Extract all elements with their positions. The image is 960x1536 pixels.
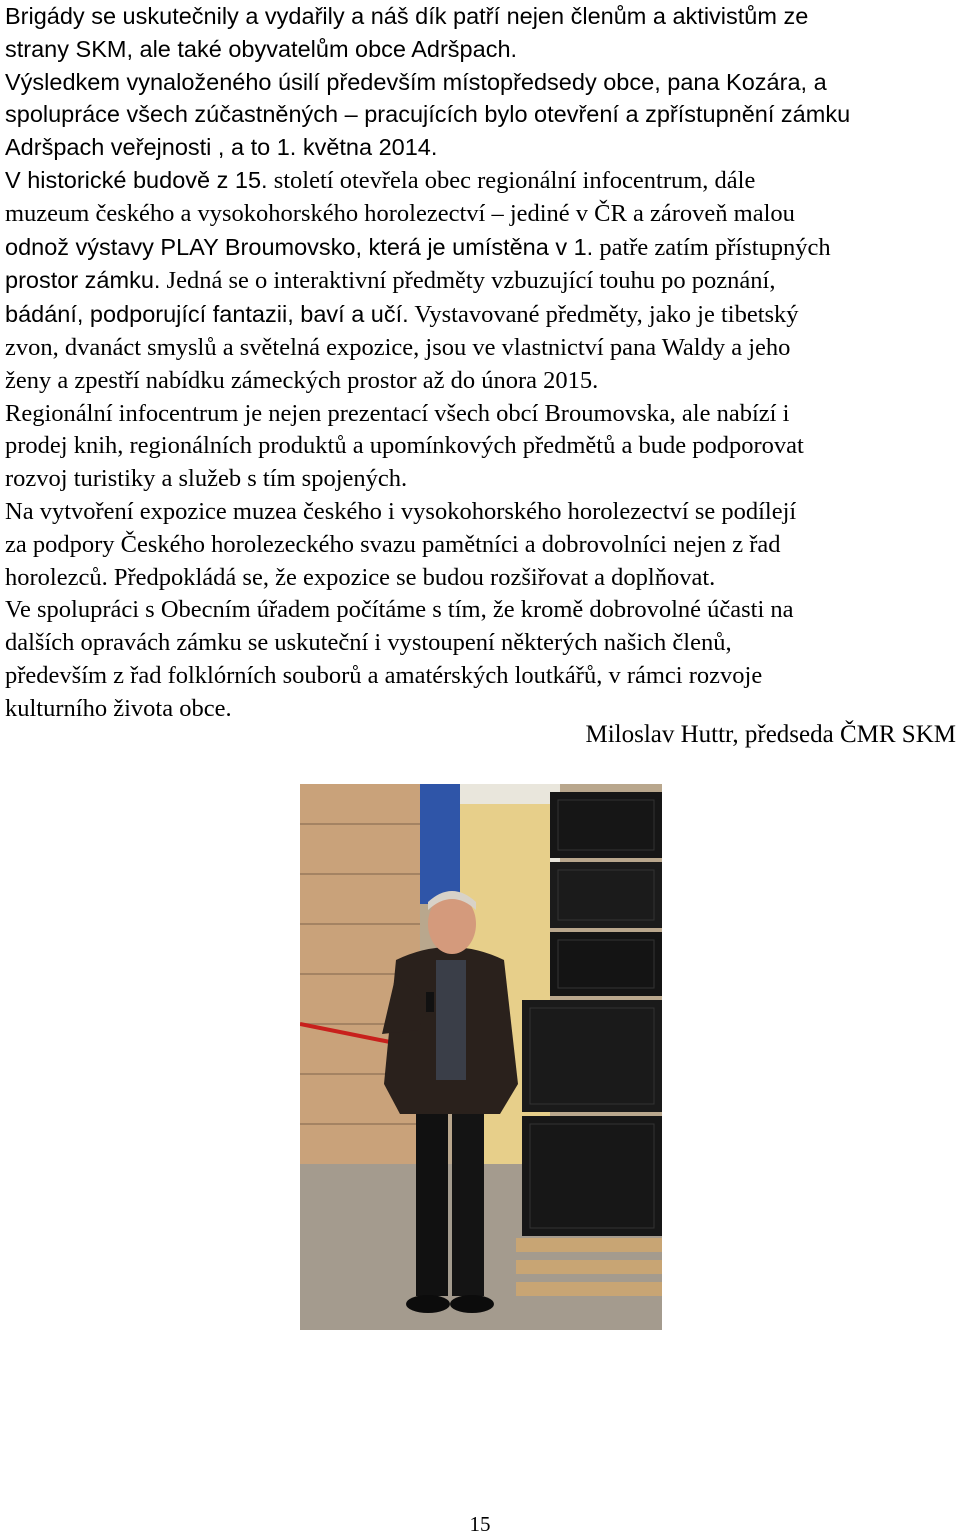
text-line: [5, 264, 957, 298]
text-line: [5, 231, 957, 265]
signature: Miloslav Huttr, předseda ČMR SKM: [585, 721, 956, 748]
text-line: [5, 164, 957, 198]
text-run-sans: bádání, podporující fantazii, baví a učí.: [5, 301, 409, 328]
text-run-serif: patře zatím přístupných: [593, 233, 831, 261]
text-line: spolupráce všech zúčastněných – pracujících bylo otevření a zpřístupnění zámku: [5, 101, 851, 128]
text-line: prodej knih, regionálních produktů a upomínkových předmětů a bude podporovat: [5, 432, 804, 460]
text-line: Ve spolupráci s Obecním úřadem počítáme s tím, že kromě dobrovolné účasti na: [5, 596, 794, 624]
paragraph: [5, 594, 957, 725]
text-line: Na vytvoření expozice muzea českého i vysokohorského horolezectví se podílejí: [5, 497, 797, 525]
text-run-serif: Jedná se o interaktivní předměty vzbuzující touhu po poznání,: [160, 267, 776, 295]
text-line: ženy a zpestří nabídku zámeckých prostor až do února 2015.: [5, 366, 599, 394]
text-line: horolezců. Předpokládá se, že expozice se budou rozšiřovat a doplňovat.: [5, 563, 716, 591]
text-line: kulturního života obce.: [5, 694, 232, 722]
text-run-sans: V historické budově z 15.: [5, 166, 268, 193]
paragraph: [5, 164, 957, 398]
text-run-sans: odnož výstavy PLAY Broumovsko, která je umístěna v 1.: [5, 233, 594, 260]
text-run-sans: prostor zámku.: [5, 267, 161, 294]
text-run-serif: Vystavované předměty, jako je tibetský: [408, 301, 799, 329]
text-line: Adršpach veřejnosti , a to 1. května 2014.: [5, 134, 438, 161]
text-run-serif: století otevřela obec regionální infocentrum, dále: [267, 166, 756, 194]
paragraph: [5, 0, 957, 164]
page-number: 15: [469, 1512, 491, 1536]
paragraph: [5, 398, 957, 496]
text-line: zvon, dvanáct smyslů a světelná expozice, jsou ve vlastnictví pana Waldy a jeho: [5, 333, 791, 361]
article-body: [5, 0, 957, 726]
text-line: strany SKM, ale také obyvatelům obce Adršpach.: [5, 35, 518, 62]
text-line: muzeum českého a vysokohorského horolezectví – jediné v ČR a zároveň malou: [5, 199, 795, 227]
text-line: především z řad folklórních souborů a amatérských loutkářů, v rámci rozvoje: [5, 661, 763, 689]
speaker-photo: [300, 784, 662, 1330]
text-line: rozvoj turistiky a služeb s tím spojených.: [5, 465, 408, 493]
text-line: Výsledkem vynaloženého úsilí především místopředsedy obce, pana Kozára, a: [5, 68, 827, 95]
text-line: za podpory Českého horolezeckého svazu pamětníci a dobrovolníci nejen z řad: [5, 530, 781, 558]
text-line: [5, 298, 957, 332]
text-line: Brigády se uskutečnily a vydařily a náš dík patří nejen členům a aktivistům ze: [5, 3, 809, 29]
text-line: Regionální infocentrum je nejen prezentací všech obcí Broumovska, ale nabízí i: [5, 399, 790, 427]
text-line: dalších opravách zámku se uskuteční i vystoupení některých našich členů,: [5, 629, 732, 657]
paragraph: [5, 496, 957, 594]
